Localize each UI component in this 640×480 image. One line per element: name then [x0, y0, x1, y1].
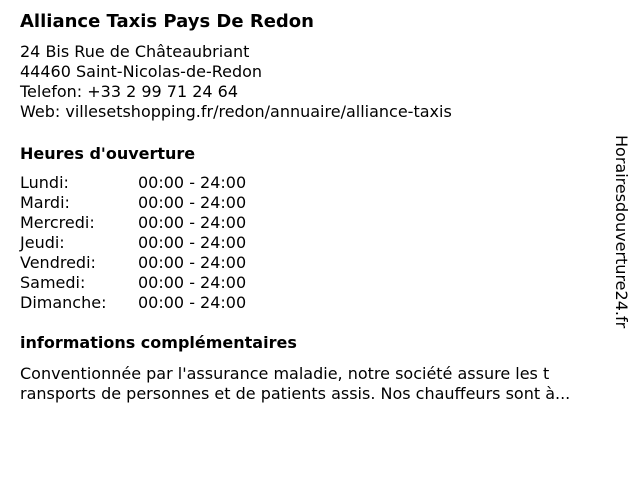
additional-info-text	[20, 364, 620, 404]
time-range: 00:00 - 24:00	[138, 293, 247, 312]
opening-hours-heading: Heures d'ouverture	[20, 144, 196, 163]
day-label: Jeudi:	[20, 233, 65, 252]
hours-row-wednesday	[20, 213, 246, 233]
time-range: 00:00 - 24:00	[138, 253, 247, 272]
hours-row-thursday	[20, 233, 246, 253]
info-text-line-1: Conventionnée par l'assurance maladie, notre société assure les t	[20, 364, 550, 383]
time-range: 00:00 - 24:00	[138, 233, 247, 252]
info-text-line-2: ransports de personnes et de patients assis. Nos chauffeurs sont à...	[20, 384, 571, 403]
time-range: 00:00 - 24:00	[138, 273, 247, 292]
business-card	[20, 10, 600, 122]
day-label: Lundi:	[20, 173, 69, 192]
hours-row-sunday	[20, 293, 246, 313]
address-street: 24 Bis Rue de Châteaubriant	[20, 42, 250, 61]
day-label: Mardi:	[20, 193, 70, 212]
hours-row-friday	[20, 253, 246, 273]
website-link[interactable]: Web: villesetshopping.fr/redon/annuaire/alliance-taxis	[20, 102, 452, 121]
business-name: Alliance Taxis Pays De Redon	[20, 11, 314, 32]
opening-hours-table	[20, 173, 246, 313]
day-label: Mercredi:	[20, 213, 95, 232]
day-label: Vendredi:	[20, 253, 96, 272]
hours-row-monday	[20, 173, 246, 193]
address-city: 44460 Saint-Nicolas-de-Redon	[20, 62, 263, 81]
day-label: Dimanche:	[20, 293, 107, 312]
time-range: 00:00 - 24:00	[138, 193, 247, 212]
time-range: 00:00 - 24:00	[138, 213, 247, 232]
day-label: Samedi:	[20, 273, 86, 292]
hours-row-saturday	[20, 273, 246, 293]
site-watermark: Horairesdouverture24.fr	[612, 135, 631, 329]
additional-info-heading: informations complémentaires	[20, 333, 297, 352]
hours-row-tuesday	[20, 193, 246, 213]
phone-number: Telefon: +33 2 99 71 24 64	[20, 82, 239, 101]
time-range: 00:00 - 24:00	[138, 173, 247, 192]
